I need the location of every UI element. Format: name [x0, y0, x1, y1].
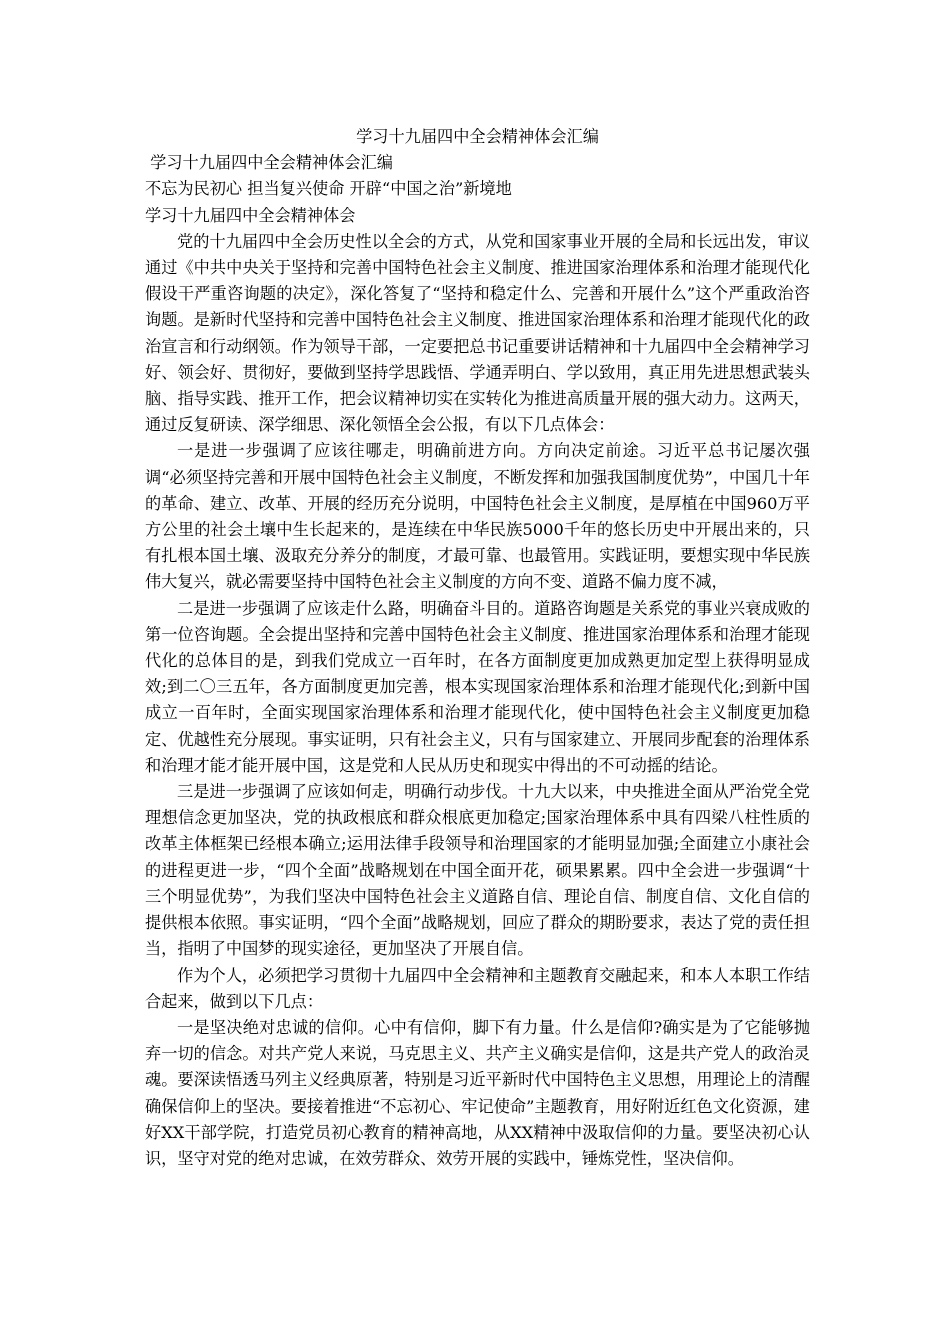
paragraph-point-1-direction: 一是进一步强调了应该往哪走，明确前进方向。方向决定前途。习近平总书记屡次强调“必须坚持完善和开展中国特色社会主义制度，不断发挥和加强我国制度优势”，中国几十年的革命、建立、改革、开展的经历充分说明，中国特色社会主义制度，是厚植在中国960万平方公里的社会土壤中生长起来的，是连续在中华民族5000千年的悠长历史中开展出来的，只有扎根本国土壤、汲取充分养分的制度，才最可靠、也最管用。实践证明，要想实现中华民族伟大复兴，就必需要坚持中国特色社会主义制度的方向不变、道路不偏力度不减，: [145, 441, 810, 592]
document-title: 学习十九届四中全会精神体会汇编: [356, 127, 599, 146]
document-headline: 不忘为民初心 担当复兴使命 开辟“中国之治”新境地: [145, 179, 512, 199]
paragraph-point-2-road: 二是进一步强调了应该走什么路，明确奋斗目的。道路咨询题是关系党的事业兴衰成败的第一位咨询题。全会提出坚持和完善中国特色社会主义制度、推进国家治理体系和治理才能现代化的总体目的是，到我们党成立一百年时，在各方面制度更加成熟更加定型上获得明显成效;到二〇三五年，各方面制度更加完善，根本实现国家治理体系和治理才能现代化;到新中国成立一百年时，全面实现国家治理体系和治理才能现代化，使中国特色社会主义制度更加稳定、优越性充分展现。事实证明，只有社会主义，只有与国家建立、开展同步配套的治理体系和治理才能才能开展中国，这是党和人民从历史和现实中得出的不可动摇的结论。: [145, 598, 810, 775]
section-title: 学习十九届四中全会精神体会: [145, 205, 356, 225]
paragraph-personal-intro: 作为个人，必须把学习贯彻十九届四中全会精神和主题教育交融起来，和本人本职工作结合起来，做到以下几点：: [145, 965, 810, 1011]
paragraph-intro: 党的十九届四中全会历史性以全会的方式，从党和国家事业开展的全局和长远出发，审议通过《中共中央关于坚持和完善中国特色社会主义制度、推进国家治理体系和治理才能现代化假设干严重咨询题的决定》，深化答复了“坚持和稳定什么、完善和开展什么”这个严重政治咨询题。是新时代坚持和完善中国特色社会主义制度、推进国家治理体系和治理才能现代化的政治宣言和行动纲领。作为领导干部，一定要把总书记重要讲话精神和十九届四中全会精神学习好、领会好、贯彻好，要做到坚持学思践悟、学通弄明白、学以致用，真正用先进思想武装头脑、指导实践、推开工作，把会议精神切实在实转化为推进高质量开展的强大动力。这两天，通过反复研读、深学细思、深化领悟全会公报，有以下几点体会：: [145, 231, 810, 435]
document-page: [145, 124, 810, 1172]
document-subtitle: 学习十九届四中全会精神体会汇编: [145, 153, 393, 173]
paragraph-personal-point-1: 一是坚决绝对忠诚的信仰。心中有信仰，脚下有力量。什么是信仰?确实是为了它能够抛弃一切的信念。对共产党人来说，马克思主义、共产主义确实是信仰，这是共产党人的政治灵魂。要深读悟透马列主义经典原著，特别是习近平新时代中国特色主义思想，用理论上的清醒确保信仰上的坚决。要接着推进“不忘初心、牢记使命”主题教育，用好附近红色文化资源，建好XX干部学院，打造党员初心教育的精神高地，从XX精神中汲取信仰的力量。要坚决初心认识，坚守对党的绝对忠诚，在效劳群众、效劳开展的实践中，锤炼党性，坚决信仰。: [145, 1017, 810, 1168]
paragraph-point-3-steps: 三是进一步强调了应该如何走，明确行动步伐。十九大以来，中央推进全面从严治党全党理想信念更加坚决，党的执政根底和群众根底更加稳定;国家治理体系中具有四梁八柱性质的改革主体框架已经根本确立;运用法律手段领导和治理国家的才能明显加强;全面建立小康社会的进程更进一步，“四个全面”战略规划在中国全面开花，硕果累累。四中全会进一步强调“十三个明显优势”，为我们坚决中国特色社会主义道路自信、理论自信、制度自信、文化自信的提供根本依照。事实证明，“四个全面”战略规划，回应了群众的期盼要求，表达了党的责任担当，指明了中国梦的现实途径，更加坚决了开展自信。: [145, 782, 810, 959]
